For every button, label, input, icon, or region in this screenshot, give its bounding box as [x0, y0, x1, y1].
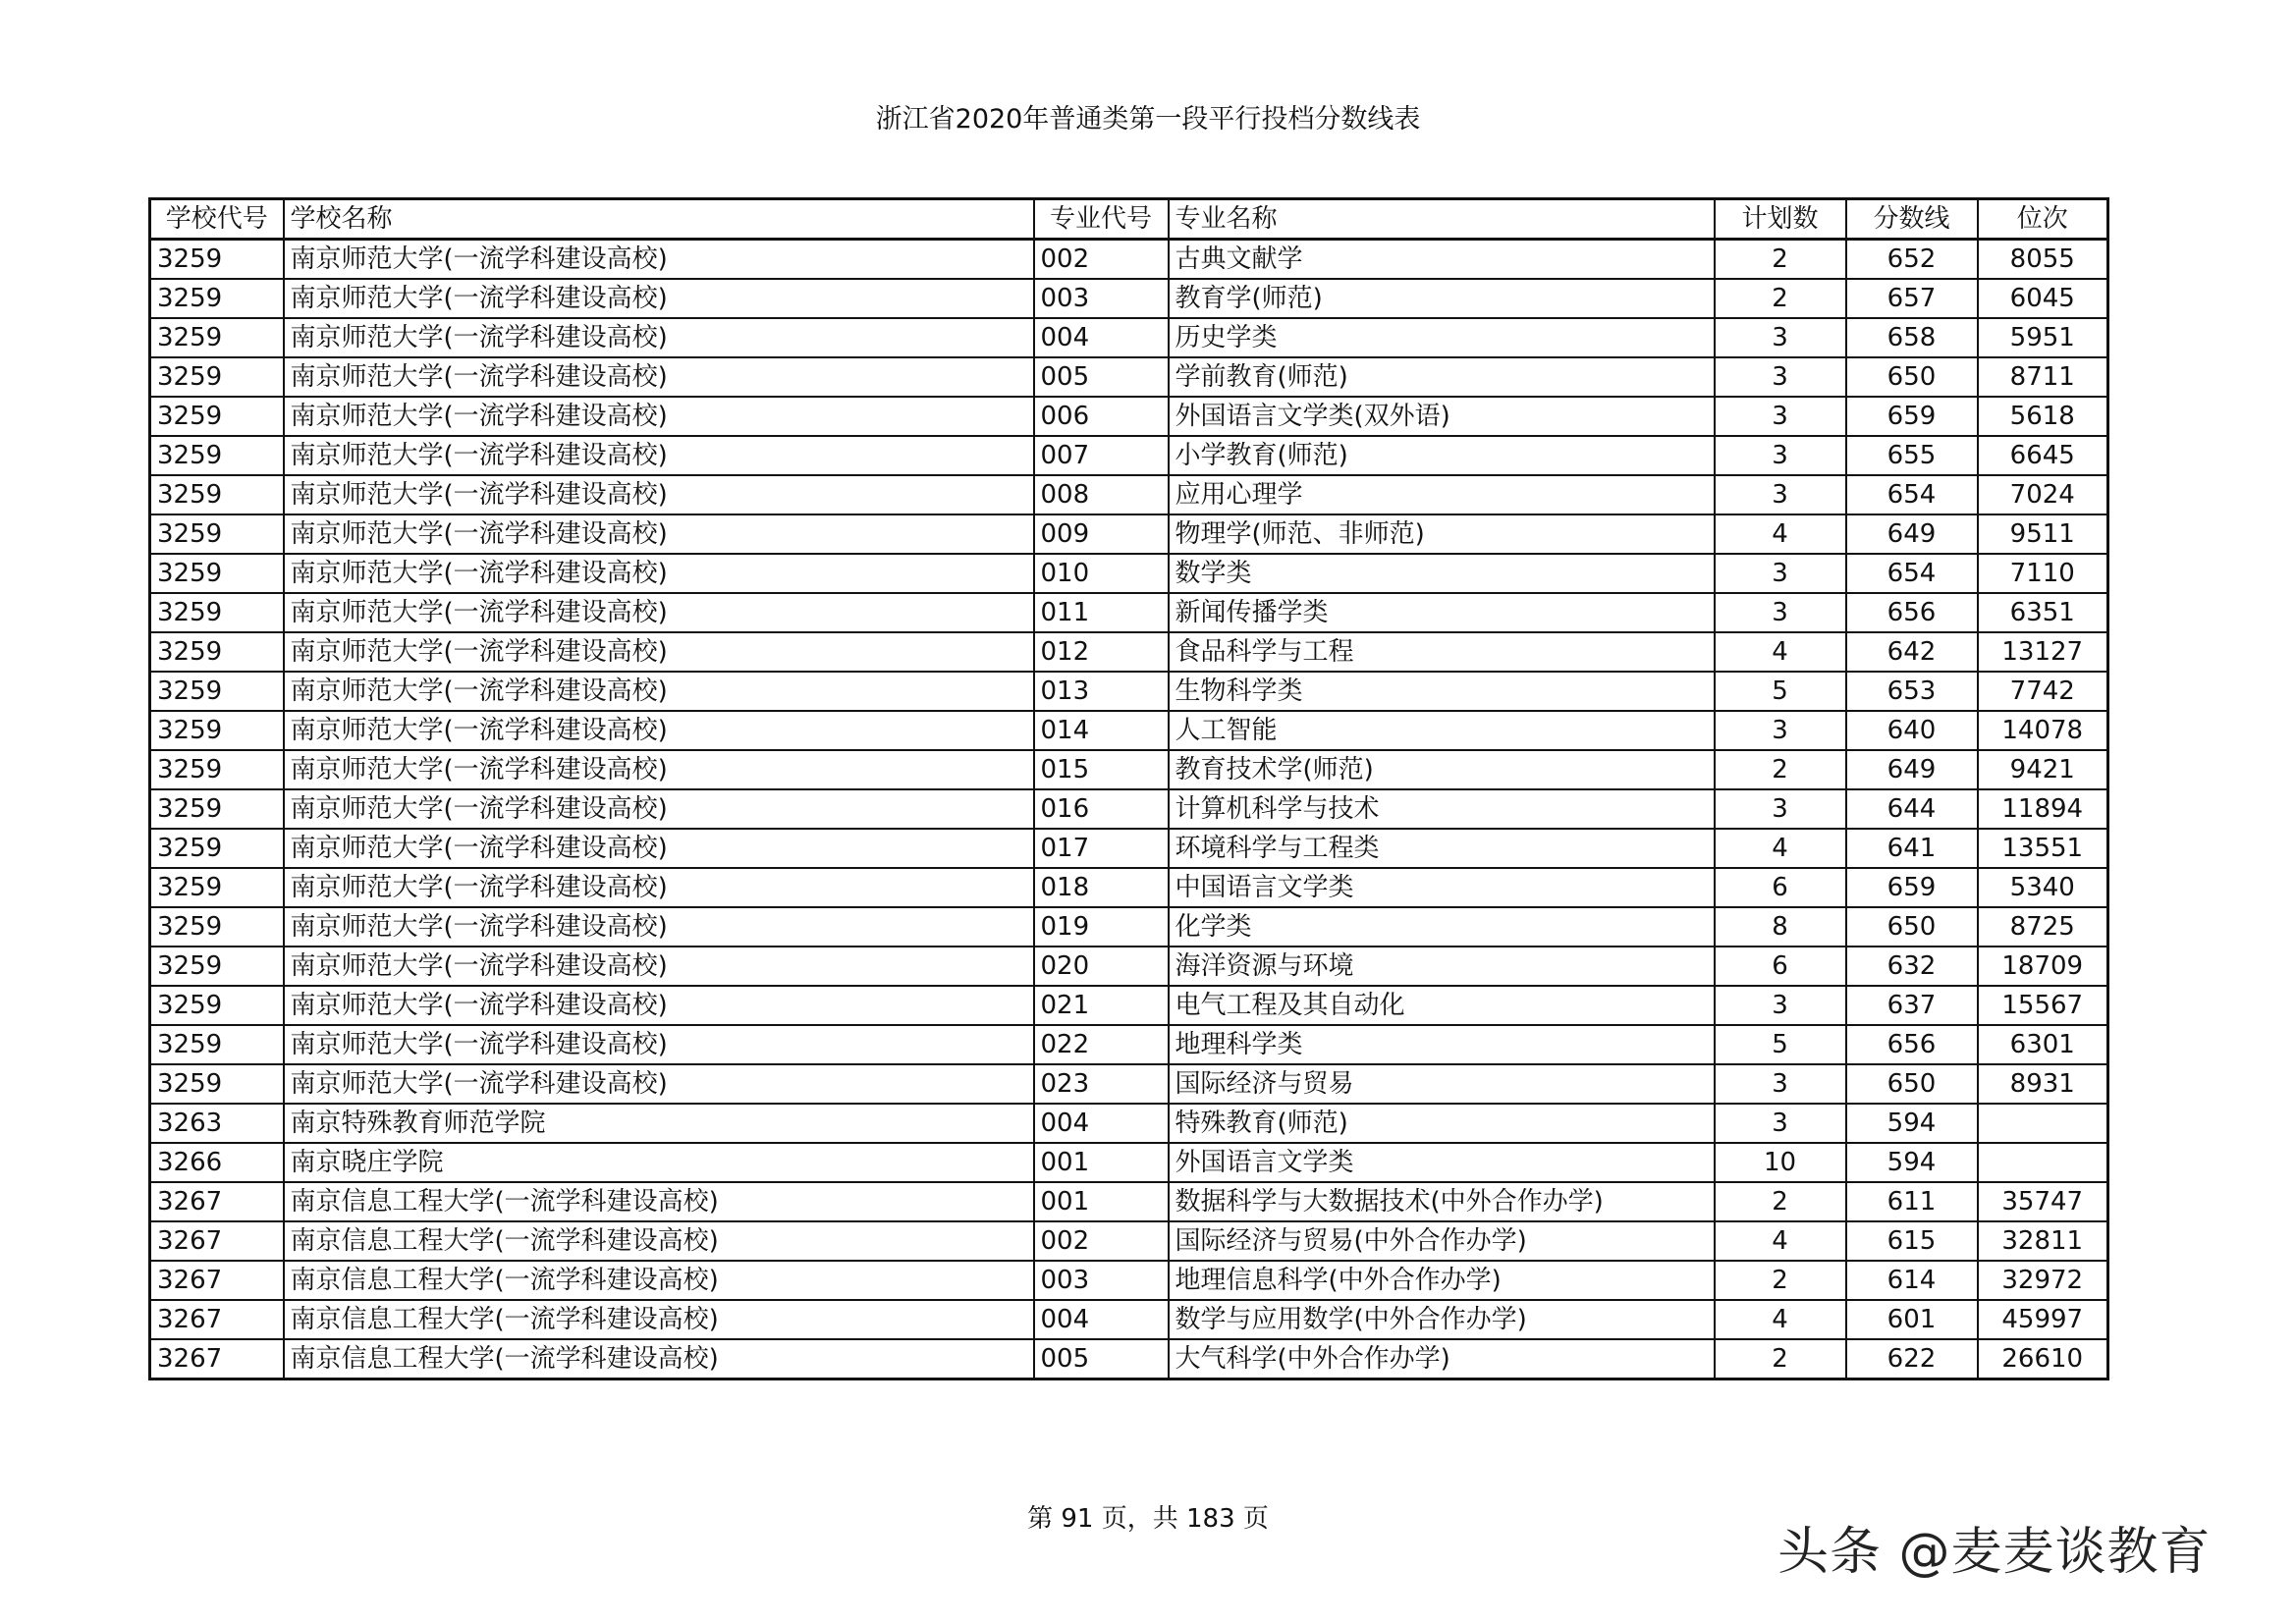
cell-school-code: 3259	[150, 907, 284, 947]
table-body	[150, 240, 2108, 1380]
cell-plan: 4	[1715, 829, 1846, 868]
cell-score: 641	[1846, 829, 1978, 868]
table-row	[150, 436, 2108, 475]
cell-plan: 3	[1715, 593, 1846, 632]
cell-rank: 8931	[1978, 1064, 2108, 1104]
cell-rank: 11894	[1978, 789, 2108, 829]
cell-school-name: 南京师范大学(一流学科建设高校)	[284, 789, 1034, 829]
cell-school-code: 3259	[150, 632, 284, 672]
cell-major-name: 新闻传播学类	[1169, 593, 1715, 632]
table-row	[150, 1104, 2108, 1143]
cell-plan: 2	[1715, 1261, 1846, 1300]
cell-major-name: 生物科学类	[1169, 672, 1715, 711]
cell-major-code: 015	[1034, 750, 1169, 789]
cell-school-code: 3266	[150, 1143, 284, 1182]
cell-plan: 3	[1715, 357, 1846, 397]
cell-school-code: 3259	[150, 986, 284, 1025]
cell-plan: 3	[1715, 554, 1846, 593]
cell-rank: 15567	[1978, 986, 2108, 1025]
cell-plan: 2	[1715, 1339, 1846, 1380]
cell-school-name: 南京信息工程大学(一流学科建设高校)	[284, 1182, 1034, 1221]
cell-major-name: 特殊教育(师范)	[1169, 1104, 1715, 1143]
cell-school-code: 3259	[150, 240, 284, 280]
table-row	[150, 750, 2108, 789]
cell-rank: 6645	[1978, 436, 2108, 475]
cell-major-name: 环境科学与工程类	[1169, 829, 1715, 868]
table-row	[150, 593, 2108, 632]
table-row	[150, 357, 2108, 397]
cell-major-code: 022	[1034, 1025, 1169, 1064]
cell-score: 650	[1846, 357, 1978, 397]
cell-plan: 3	[1715, 1064, 1846, 1104]
cell-score: 644	[1846, 789, 1978, 829]
cell-school-code: 3259	[150, 672, 284, 711]
cell-school-name: 南京师范大学(一流学科建设高校)	[284, 868, 1034, 907]
table-row	[150, 907, 2108, 947]
cell-major-name: 人工智能	[1169, 711, 1715, 750]
cell-major-name: 地理信息科学(中外合作办学)	[1169, 1261, 1715, 1300]
cell-school-code: 3259	[150, 947, 284, 986]
cell-school-code: 3267	[150, 1300, 284, 1339]
cell-rank: 13127	[1978, 632, 2108, 672]
cell-score: 655	[1846, 436, 1978, 475]
cell-score: 649	[1846, 750, 1978, 789]
cell-score: 649	[1846, 514, 1978, 554]
cell-major-name: 国际经济与贸易(中外合作办学)	[1169, 1221, 1715, 1261]
cell-major-name: 数据科学与大数据技术(中外合作办学)	[1169, 1182, 1715, 1221]
cell-plan: 5	[1715, 1025, 1846, 1064]
cell-school-name: 南京信息工程大学(一流学科建设高校)	[284, 1221, 1034, 1261]
cell-major-code: 002	[1034, 240, 1169, 280]
cell-major-name: 教育学(师范)	[1169, 279, 1715, 318]
cell-major-code: 004	[1034, 1300, 1169, 1339]
cell-major-name: 电气工程及其自动化	[1169, 986, 1715, 1025]
cell-rank: 6045	[1978, 279, 2108, 318]
cell-school-name: 南京师范大学(一流学科建设高校)	[284, 1025, 1034, 1064]
cell-score: 650	[1846, 907, 1978, 947]
cell-major-name: 化学类	[1169, 907, 1715, 947]
cell-school-code: 3259	[150, 436, 284, 475]
cell-plan: 4	[1715, 1300, 1846, 1339]
header-major-code: 专业代号	[1034, 199, 1169, 240]
cell-school-name: 南京师范大学(一流学科建设高校)	[284, 593, 1034, 632]
cell-rank: 8725	[1978, 907, 2108, 947]
cell-major-code: 012	[1034, 632, 1169, 672]
cell-major-code: 005	[1034, 357, 1169, 397]
cell-plan: 3	[1715, 1104, 1846, 1143]
cell-major-code: 004	[1034, 1104, 1169, 1143]
cell-plan: 3	[1715, 475, 1846, 514]
cell-school-name: 南京师范大学(一流学科建设高校)	[284, 475, 1034, 514]
table-row	[150, 318, 2108, 357]
cell-rank: 5618	[1978, 397, 2108, 436]
cell-major-code: 023	[1034, 1064, 1169, 1104]
table-row	[150, 1339, 2108, 1380]
cell-score: 637	[1846, 986, 1978, 1025]
cell-plan: 3	[1715, 789, 1846, 829]
cell-school-code: 3259	[150, 397, 284, 436]
table-row	[150, 475, 2108, 514]
cell-school-name: 南京师范大学(一流学科建设高校)	[284, 240, 1034, 280]
cell-major-name: 古典文献学	[1169, 240, 1715, 280]
table-row	[150, 947, 2108, 986]
cell-major-name: 教育技术学(师范)	[1169, 750, 1715, 789]
cell-major-code: 020	[1034, 947, 1169, 986]
cell-school-name: 南京师范大学(一流学科建设高校)	[284, 554, 1034, 593]
cell-plan: 2	[1715, 240, 1846, 280]
cell-plan: 4	[1715, 514, 1846, 554]
cell-score: 614	[1846, 1261, 1978, 1300]
cell-major-name: 大气科学(中外合作办学)	[1169, 1339, 1715, 1380]
header-plan: 计划数	[1715, 199, 1846, 240]
cell-major-code: 007	[1034, 436, 1169, 475]
cell-major-code: 004	[1034, 318, 1169, 357]
cell-school-code: 3259	[150, 554, 284, 593]
cell-plan: 2	[1715, 1182, 1846, 1221]
cell-score: 601	[1846, 1300, 1978, 1339]
cell-school-name: 南京师范大学(一流学科建设高校)	[284, 672, 1034, 711]
cell-plan: 2	[1715, 750, 1846, 789]
table-row	[150, 711, 2108, 750]
cell-score: 594	[1846, 1143, 1978, 1182]
cell-rank: 6301	[1978, 1025, 2108, 1064]
cell-rank: 9511	[1978, 514, 2108, 554]
cell-school-name: 南京师范大学(一流学科建设高校)	[284, 279, 1034, 318]
score-table	[148, 197, 2109, 1380]
header-school-code: 学校代号	[150, 199, 284, 240]
header-school-name: 学校名称	[284, 199, 1034, 240]
cell-school-code: 3267	[150, 1339, 284, 1380]
table-row	[150, 1064, 2108, 1104]
cell-school-code: 3259	[150, 1025, 284, 1064]
cell-school-name: 南京特殊教育师范学院	[284, 1104, 1034, 1143]
header-major-name: 专业名称	[1169, 199, 1715, 240]
cell-school-name: 南京师范大学(一流学科建设高校)	[284, 1064, 1034, 1104]
cell-plan: 6	[1715, 868, 1846, 907]
cell-major-code: 008	[1034, 475, 1169, 514]
cell-major-code: 009	[1034, 514, 1169, 554]
cell-school-code: 3263	[150, 1104, 284, 1143]
watermark: 头条 @麦麦谈教育	[1777, 1523, 2212, 1582]
cell-school-code: 3259	[150, 593, 284, 632]
cell-rank: 32972	[1978, 1261, 2108, 1300]
cell-school-name: 南京师范大学(一流学科建设高校)	[284, 711, 1034, 750]
cell-school-code: 3259	[150, 279, 284, 318]
cell-school-code: 3259	[150, 711, 284, 750]
table-row	[150, 1300, 2108, 1339]
header-score: 分数线	[1846, 199, 1978, 240]
cell-school-code: 3267	[150, 1261, 284, 1300]
cell-score: 632	[1846, 947, 1978, 986]
cell-rank: 32811	[1978, 1221, 2108, 1261]
cell-score: 594	[1846, 1104, 1978, 1143]
cell-major-name: 应用心理学	[1169, 475, 1715, 514]
cell-major-code: 006	[1034, 397, 1169, 436]
cell-major-name: 外国语言文学类	[1169, 1143, 1715, 1182]
cell-score: 656	[1846, 1025, 1978, 1064]
cell-school-name: 南京师范大学(一流学科建设高校)	[284, 318, 1034, 357]
cell-plan: 3	[1715, 318, 1846, 357]
cell-plan: 2	[1715, 279, 1846, 318]
table-row	[150, 986, 2108, 1025]
cell-rank: 5340	[1978, 868, 2108, 907]
cell-score: 640	[1846, 711, 1978, 750]
cell-rank: 7742	[1978, 672, 2108, 711]
cell-school-name: 南京师范大学(一流学科建设高校)	[284, 514, 1034, 554]
cell-major-code: 002	[1034, 1221, 1169, 1261]
cell-school-name: 南京师范大学(一流学科建设高校)	[284, 947, 1034, 986]
table-header-row	[150, 199, 2108, 240]
cell-plan: 10	[1715, 1143, 1846, 1182]
cell-major-code: 021	[1034, 986, 1169, 1025]
cell-score: 658	[1846, 318, 1978, 357]
cell-school-name: 南京信息工程大学(一流学科建设高校)	[284, 1300, 1034, 1339]
cell-school-code: 3267	[150, 1182, 284, 1221]
cell-school-name: 南京师范大学(一流学科建设高校)	[284, 632, 1034, 672]
cell-major-code: 013	[1034, 672, 1169, 711]
cell-major-code: 001	[1034, 1182, 1169, 1221]
table-row	[150, 1182, 2108, 1221]
cell-rank: 7110	[1978, 554, 2108, 593]
cell-score: 654	[1846, 475, 1978, 514]
cell-major-name: 学前教育(师范)	[1169, 357, 1715, 397]
cell-school-code: 3259	[150, 514, 284, 554]
cell-plan: 3	[1715, 436, 1846, 475]
cell-score: 611	[1846, 1182, 1978, 1221]
cell-major-code: 018	[1034, 868, 1169, 907]
cell-major-code: 010	[1034, 554, 1169, 593]
cell-school-name: 南京晓庄学院	[284, 1143, 1034, 1182]
table-row	[150, 1143, 2108, 1182]
cell-rank: 26610	[1978, 1339, 2108, 1380]
cell-score: 622	[1846, 1339, 1978, 1380]
cell-rank: 8055	[1978, 240, 2108, 280]
cell-major-code: 003	[1034, 1261, 1169, 1300]
cell-school-name: 南京信息工程大学(一流学科建设高校)	[284, 1339, 1034, 1380]
cell-major-code: 016	[1034, 789, 1169, 829]
cell-school-name: 南京师范大学(一流学科建设高校)	[284, 986, 1034, 1025]
cell-plan: 8	[1715, 907, 1846, 947]
cell-major-name: 小学教育(师范)	[1169, 436, 1715, 475]
table-row	[150, 789, 2108, 829]
cell-major-name: 地理科学类	[1169, 1025, 1715, 1064]
cell-major-code: 005	[1034, 1339, 1169, 1380]
cell-school-code: 3259	[150, 868, 284, 907]
table-row	[150, 829, 2108, 868]
cell-plan: 6	[1715, 947, 1846, 986]
cell-rank: 35747	[1978, 1182, 2108, 1221]
table-row	[150, 279, 2108, 318]
cell-score: 659	[1846, 397, 1978, 436]
cell-school-code: 3267	[150, 1221, 284, 1261]
cell-score: 642	[1846, 632, 1978, 672]
table-row	[150, 1261, 2108, 1300]
table-row	[150, 240, 2108, 280]
table-row	[150, 1025, 2108, 1064]
cell-school-name: 南京师范大学(一流学科建设高校)	[284, 397, 1034, 436]
cell-school-name: 南京师范大学(一流学科建设高校)	[284, 907, 1034, 947]
cell-school-code: 3259	[150, 357, 284, 397]
cell-plan: 4	[1715, 1221, 1846, 1261]
cell-score: 657	[1846, 279, 1978, 318]
cell-plan: 4	[1715, 632, 1846, 672]
cell-major-name: 计算机科学与技术	[1169, 789, 1715, 829]
cell-major-name: 国际经济与贸易	[1169, 1064, 1715, 1104]
cell-plan: 3	[1715, 986, 1846, 1025]
cell-score: 652	[1846, 240, 1978, 280]
cell-rank: 14078	[1978, 711, 2108, 750]
cell-plan: 3	[1715, 397, 1846, 436]
cell-rank: 8711	[1978, 357, 2108, 397]
cell-rank: 7024	[1978, 475, 2108, 514]
cell-major-name: 物理学(师范、非师范)	[1169, 514, 1715, 554]
table-row	[150, 672, 2108, 711]
cell-plan: 5	[1715, 672, 1846, 711]
cell-rank: 9421	[1978, 750, 2108, 789]
cell-rank: 5951	[1978, 318, 2108, 357]
cell-major-name: 外国语言文学类(双外语)	[1169, 397, 1715, 436]
cell-school-code: 3259	[150, 318, 284, 357]
cell-major-code: 014	[1034, 711, 1169, 750]
cell-school-name: 南京师范大学(一流学科建设高校)	[284, 829, 1034, 868]
cell-rank: 13551	[1978, 829, 2108, 868]
cell-major-code: 019	[1034, 907, 1169, 947]
table-row	[150, 514, 2108, 554]
cell-school-code: 3259	[150, 829, 284, 868]
cell-rank: 18709	[1978, 947, 2108, 986]
cell-score: 656	[1846, 593, 1978, 632]
cell-school-code: 3259	[150, 475, 284, 514]
table-row	[150, 868, 2108, 907]
cell-school-code: 3259	[150, 789, 284, 829]
page-title: 浙江省2020年普通类第一段平行投档分数线表	[875, 104, 1421, 135]
cell-school-code: 3259	[150, 1064, 284, 1104]
cell-major-code: 003	[1034, 279, 1169, 318]
cell-score: 653	[1846, 672, 1978, 711]
cell-major-code: 017	[1034, 829, 1169, 868]
cell-rank	[1978, 1143, 2108, 1182]
page-footer: 第 91 页，共 183 页	[1027, 1504, 1269, 1534]
table-row	[150, 397, 2108, 436]
cell-major-name: 数学与应用数学(中外合作办学)	[1169, 1300, 1715, 1339]
cell-score: 615	[1846, 1221, 1978, 1261]
cell-major-code: 011	[1034, 593, 1169, 632]
cell-major-name: 海洋资源与环境	[1169, 947, 1715, 986]
cell-school-name: 南京师范大学(一流学科建设高校)	[284, 750, 1034, 789]
table-row	[150, 1221, 2108, 1261]
cell-score: 650	[1846, 1064, 1978, 1104]
cell-major-name: 食品科学与工程	[1169, 632, 1715, 672]
cell-major-code: 001	[1034, 1143, 1169, 1182]
cell-rank: 45997	[1978, 1300, 2108, 1339]
cell-major-name: 历史学类	[1169, 318, 1715, 357]
cell-major-name: 中国语言文学类	[1169, 868, 1715, 907]
cell-plan: 3	[1715, 711, 1846, 750]
cell-school-name: 南京信息工程大学(一流学科建设高校)	[284, 1261, 1034, 1300]
cell-rank: 6351	[1978, 593, 2108, 632]
table-row	[150, 554, 2108, 593]
cell-school-code: 3259	[150, 750, 284, 789]
table-row	[150, 632, 2108, 672]
cell-major-name: 数学类	[1169, 554, 1715, 593]
header-rank: 位次	[1978, 199, 2108, 240]
cell-score: 654	[1846, 554, 1978, 593]
cell-school-name: 南京师范大学(一流学科建设高校)	[284, 357, 1034, 397]
cell-school-name: 南京师范大学(一流学科建设高校)	[284, 436, 1034, 475]
cell-rank	[1978, 1104, 2108, 1143]
cell-score: 659	[1846, 868, 1978, 907]
